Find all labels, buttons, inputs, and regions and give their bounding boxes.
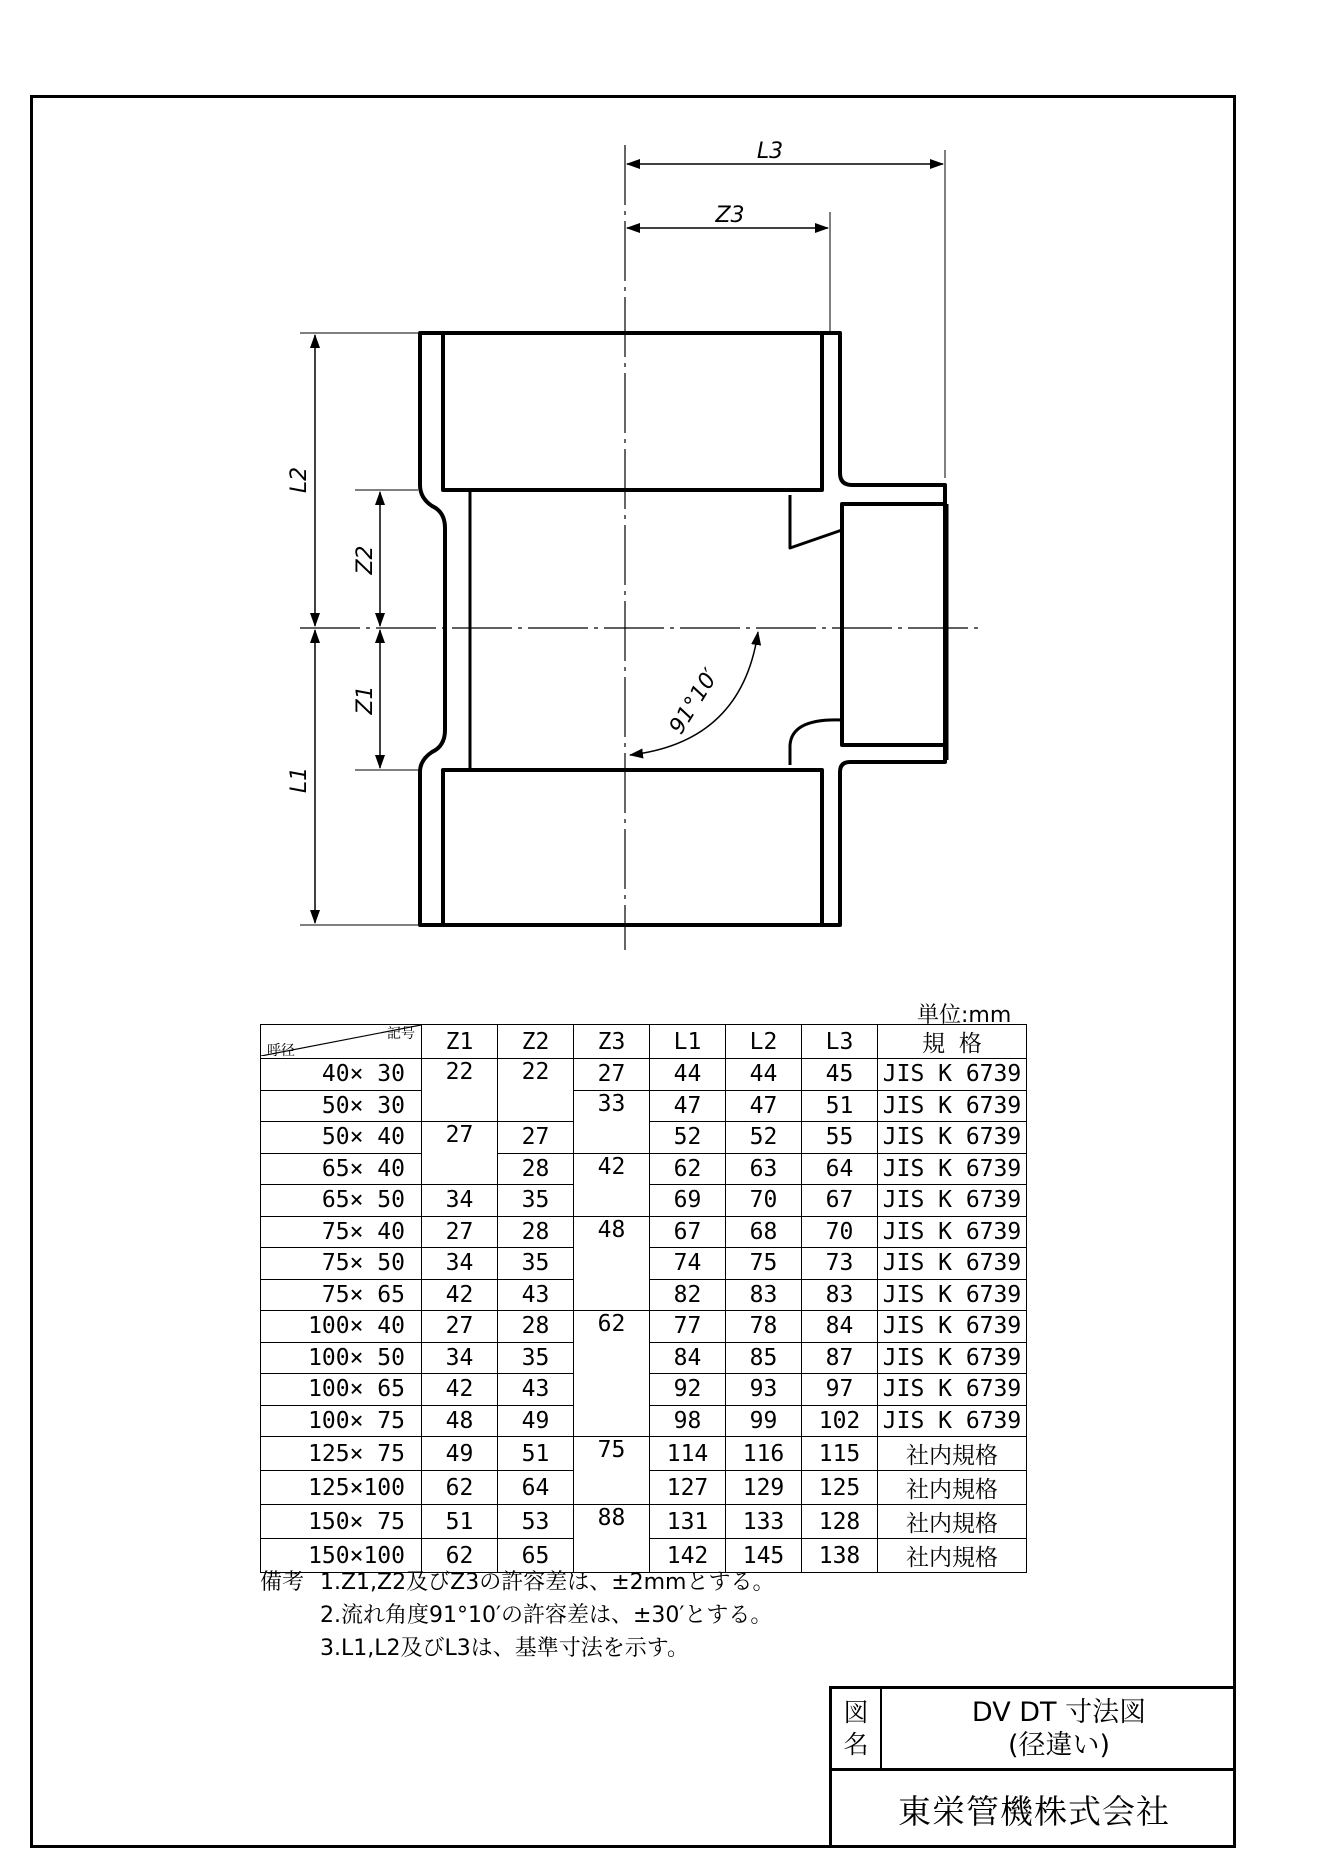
dimension-table [260, 1024, 1027, 1573]
cell-l2: 75 [726, 1248, 802, 1280]
label-l3: L3 [756, 139, 784, 164]
cell-nominal-size: 75× 50 [261, 1248, 422, 1280]
cell-l1: 142 [650, 1539, 726, 1573]
note-item: 1.Z1,Z2及びZ3の許容差は、±2mmとする。 [320, 1570, 775, 1595]
branch-bore-lower [790, 720, 842, 765]
tee-outer-outline [420, 333, 945, 925]
notes [260, 1566, 774, 1665]
cell-l3: 73 [802, 1248, 878, 1280]
note-item: 3.L1,L2及びL3は、基準寸法を示す。 [320, 1636, 689, 1661]
cell-l1: 82 [650, 1279, 726, 1311]
cell-l1: 127 [650, 1471, 726, 1505]
table-row [261, 1248, 1027, 1280]
cell-z3 [574, 1342, 650, 1374]
cell-l3: 97 [802, 1374, 878, 1406]
cell-l1: 47 [650, 1090, 726, 1122]
title-label [832, 1689, 882, 1768]
col-header-z1: Z1 [422, 1025, 498, 1059]
cell-l2: 63 [726, 1153, 802, 1185]
corner-nominal: 呼径 [267, 1043, 295, 1059]
cell-nominal-size: 50× 40 [261, 1122, 422, 1154]
cell-standard: JIS K 6739 [878, 1311, 1027, 1343]
table-row [261, 1185, 1027, 1217]
title-label-1: 図 [843, 1697, 869, 1727]
cell-nominal-size: 125× 75 [261, 1437, 422, 1471]
cell-nominal-size: 75× 40 [261, 1216, 422, 1248]
cell-z3 [574, 1374, 650, 1406]
cell-l2: 93 [726, 1374, 802, 1406]
cell-l2: 44 [726, 1059, 802, 1091]
cell-l3: 64 [802, 1153, 878, 1185]
drawing-title [882, 1689, 1236, 1768]
cell-l2: 70 [726, 1185, 802, 1217]
cell-l3: 115 [802, 1437, 878, 1471]
cell-l2: 129 [726, 1471, 802, 1505]
cell-standard: JIS K 6739 [878, 1248, 1027, 1280]
col-header-z3: Z3 [574, 1025, 650, 1059]
cell-z1: 27 [422, 1122, 498, 1154]
cell-z3 [574, 1279, 650, 1311]
cell-z1: 62 [422, 1471, 498, 1505]
table-row [261, 1437, 1027, 1471]
cell-z3: 27 [574, 1059, 650, 1091]
col-header-l2: L2 [726, 1025, 802, 1059]
cell-l2: 133 [726, 1505, 802, 1539]
cell-z2: 65 [498, 1539, 574, 1573]
table-header-row [261, 1025, 1027, 1059]
cell-nominal-size: 40× 30 [261, 1059, 422, 1091]
cell-l1: 74 [650, 1248, 726, 1280]
cell-standard: JIS K 6739 [878, 1185, 1027, 1217]
cell-standard: 社内規格 [878, 1505, 1027, 1539]
table-row [261, 1505, 1027, 1539]
table-row [261, 1342, 1027, 1374]
drawing-title-sub: (径違い) [1007, 1729, 1111, 1761]
cell-l1: 84 [650, 1342, 726, 1374]
cell-nominal-size: 75× 65 [261, 1279, 422, 1311]
cell-l1: 114 [650, 1437, 726, 1471]
cell-z2: 35 [498, 1342, 574, 1374]
label-z3: Z3 [715, 203, 745, 228]
cell-l3: 51 [802, 1090, 878, 1122]
cell-z2: 35 [498, 1248, 574, 1280]
cell-nominal-size: 100× 50 [261, 1342, 422, 1374]
table-row [261, 1374, 1027, 1406]
label-l1: L1 [287, 766, 312, 794]
cell-z1: 27 [422, 1216, 498, 1248]
cell-l1: 44 [650, 1059, 726, 1091]
cell-z3 [574, 1471, 650, 1505]
cell-l1: 62 [650, 1153, 726, 1185]
branch-socket-inner [842, 504, 945, 745]
cell-z3: 48 [574, 1216, 650, 1248]
title-block [829, 1686, 1236, 1848]
cell-standard: 社内規格 [878, 1437, 1027, 1471]
cell-l3: 84 [802, 1311, 878, 1343]
cell-standard: JIS K 6739 [878, 1090, 1027, 1122]
cell-z2: 35 [498, 1185, 574, 1217]
cell-z3 [574, 1248, 650, 1280]
cell-z1: 51 [422, 1505, 498, 1539]
cell-l1: 52 [650, 1122, 726, 1154]
cell-l2: 85 [726, 1342, 802, 1374]
cell-z3: 88 [574, 1505, 650, 1539]
cell-standard: JIS K 6739 [878, 1342, 1027, 1374]
cell-l3: 70 [802, 1216, 878, 1248]
cell-standard: JIS K 6739 [878, 1405, 1027, 1437]
cell-l1: 131 [650, 1505, 726, 1539]
cell-l2: 83 [726, 1279, 802, 1311]
cell-z1: 42 [422, 1279, 498, 1311]
cell-z3: 75 [574, 1437, 650, 1471]
table-row [261, 1090, 1027, 1122]
cell-l3: 45 [802, 1059, 878, 1091]
label-z2: Z2 [353, 545, 378, 575]
cell-z3 [574, 1122, 650, 1154]
cell-z2: 43 [498, 1279, 574, 1311]
cell-l3: 102 [802, 1405, 878, 1437]
cell-z2: 49 [498, 1405, 574, 1437]
cell-nominal-size: 150× 75 [261, 1505, 422, 1539]
cell-z2: 43 [498, 1374, 574, 1406]
cell-z2: 22 [498, 1059, 574, 1091]
col-header-l3: L3 [802, 1025, 878, 1059]
cell-nominal-size: 65× 50 [261, 1185, 422, 1217]
col-header-z2: Z2 [498, 1025, 574, 1059]
cell-z2: 28 [498, 1216, 574, 1248]
cell-l3: 55 [802, 1122, 878, 1154]
cell-z1 [422, 1153, 498, 1185]
cell-l2: 99 [726, 1405, 802, 1437]
cell-z1: 48 [422, 1405, 498, 1437]
cell-standard: JIS K 6739 [878, 1216, 1027, 1248]
col-header-standard: 規 格 [878, 1025, 1027, 1059]
cell-z1: 62 [422, 1539, 498, 1573]
cell-z3: 62 [574, 1311, 650, 1343]
branch-bore-upper [790, 495, 842, 548]
drawing-title-main: DV DT 寸法図 [971, 1696, 1147, 1728]
cell-nominal-size: 65× 40 [261, 1153, 422, 1185]
cell-z2: 53 [498, 1505, 574, 1539]
cell-l2: 68 [726, 1216, 802, 1248]
label-l2: L2 [287, 466, 312, 494]
cell-z2 [498, 1090, 574, 1122]
note-item: 2.流れ角度91°10′の許容差は、±30′とする。 [320, 1603, 773, 1628]
cell-standard: JIS K 6739 [878, 1279, 1027, 1311]
cell-standard: JIS K 6739 [878, 1374, 1027, 1406]
cell-z1: 27 [422, 1311, 498, 1343]
cell-z3 [574, 1185, 650, 1217]
cell-z1: 22 [422, 1059, 498, 1091]
cell-l3: 138 [802, 1539, 878, 1573]
cell-z2: 64 [498, 1471, 574, 1505]
cell-l2: 145 [726, 1539, 802, 1573]
unit-label: 単位:mm [917, 1003, 1012, 1028]
cell-standard: JIS K 6739 [878, 1122, 1027, 1154]
upper-socket-inner [443, 333, 822, 490]
cell-l1: 67 [650, 1216, 726, 1248]
cell-l2: 52 [726, 1122, 802, 1154]
cell-nominal-size: 125×100 [261, 1471, 422, 1505]
company-name: 東栄管機株式会社 [832, 1768, 1236, 1848]
cell-l1: 77 [650, 1311, 726, 1343]
cell-z3: 33 [574, 1090, 650, 1122]
cell-z2: 28 [498, 1153, 574, 1185]
cell-z1: 34 [422, 1342, 498, 1374]
table-row [261, 1279, 1027, 1311]
table-row [261, 1122, 1027, 1154]
cell-z1: 42 [422, 1374, 498, 1406]
cell-z2: 51 [498, 1437, 574, 1471]
notes-label: 備考 [260, 1570, 305, 1595]
cell-l3: 87 [802, 1342, 878, 1374]
cell-z3 [574, 1405, 650, 1437]
table-row [261, 1471, 1027, 1505]
cell-z1: 49 [422, 1437, 498, 1471]
cell-nominal-size: 50× 30 [261, 1090, 422, 1122]
cell-l2: 116 [726, 1437, 802, 1471]
cell-l3: 83 [802, 1279, 878, 1311]
cell-standard: 社内規格 [878, 1471, 1027, 1505]
table-row [261, 1405, 1027, 1437]
cell-l3: 67 [802, 1185, 878, 1217]
table-row [261, 1311, 1027, 1343]
cell-z2: 27 [498, 1122, 574, 1154]
table-row [261, 1153, 1027, 1185]
cell-l2: 78 [726, 1311, 802, 1343]
corner-symbol: 記号 [387, 1026, 415, 1042]
cell-nominal-size: 100× 65 [261, 1374, 422, 1406]
cell-l1: 92 [650, 1374, 726, 1406]
cell-l2: 47 [726, 1090, 802, 1122]
cell-nominal-size: 100× 75 [261, 1405, 422, 1437]
cell-l3: 128 [802, 1505, 878, 1539]
table-row [261, 1059, 1027, 1091]
cell-l3: 125 [802, 1471, 878, 1505]
cell-l1: 98 [650, 1405, 726, 1437]
col-header-l1: L1 [650, 1025, 726, 1059]
cell-standard: JIS K 6739 [878, 1059, 1027, 1091]
cell-z2: 28 [498, 1311, 574, 1343]
label-z1: Z1 [353, 685, 378, 715]
cell-standard: 社内規格 [878, 1539, 1027, 1573]
lower-socket-inner [443, 770, 822, 925]
title-label-2: 名 [843, 1729, 869, 1759]
cell-nominal-size: 100× 40 [261, 1311, 422, 1343]
cell-nominal-size: 150×100 [261, 1539, 422, 1573]
cell-standard: JIS K 6739 [878, 1153, 1027, 1185]
cell-z1 [422, 1090, 498, 1122]
cell-z1: 34 [422, 1248, 498, 1280]
table-row [261, 1216, 1027, 1248]
corner-header [261, 1025, 422, 1059]
cell-z1: 34 [422, 1185, 498, 1217]
cell-z3: 42 [574, 1153, 650, 1185]
cell-l1: 69 [650, 1185, 726, 1217]
label-angle: 91°10′ [664, 664, 725, 739]
